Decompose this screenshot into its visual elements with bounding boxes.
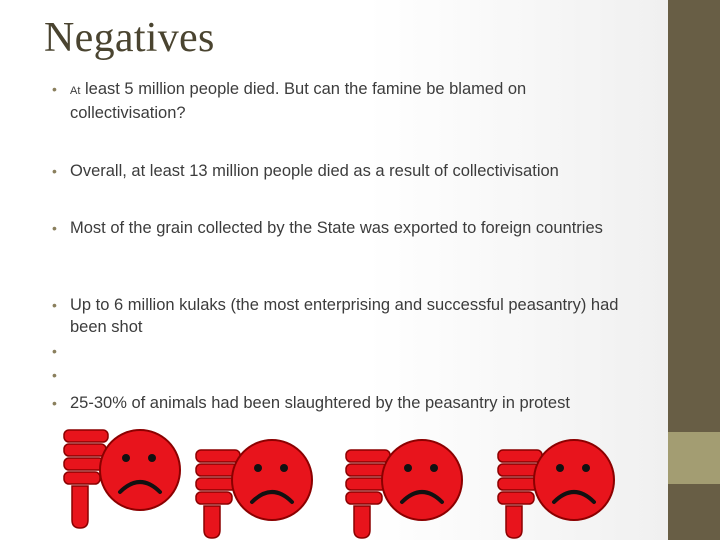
thumbs-down-sad-face-icon [190,420,320,540]
bullet-dot: • [52,343,57,359]
bullet-text: Up to 6 million kulaks (the most enterprising and successful peasantry) had been shot [70,296,619,336]
bullet-text: 25-30% of animals had been slaughtered by the peasantry in protest [70,394,570,412]
bullet-dot: • [52,395,57,411]
bullet-text [70,78,640,124]
bullet-prefix: At [70,85,81,97]
thumbs-down-sad-face-icon [58,420,188,540]
bullet-text: Overall, at least 13 million people died as a result of collectivisation [70,162,559,180]
bullet-dot: • [52,163,57,179]
bullet-dot: • [52,367,57,383]
bullet-dot: • [52,297,57,313]
icon-row [58,420,638,540]
bullet-dot: • [52,81,57,97]
thumbs-down-sad-face-icon [340,420,470,540]
thumbs-down-sad-face-icon [492,420,622,540]
bullet-dot: • [52,220,57,236]
bullet-body: least 5 million people died. But can the famine be blamed on collectivisation? [70,80,527,122]
sidebar-accent-block [668,432,720,484]
slide-title: Negatives [44,15,215,61]
bullet-text: Most of the grain collected by the State was exported to foreign countries [70,219,603,237]
